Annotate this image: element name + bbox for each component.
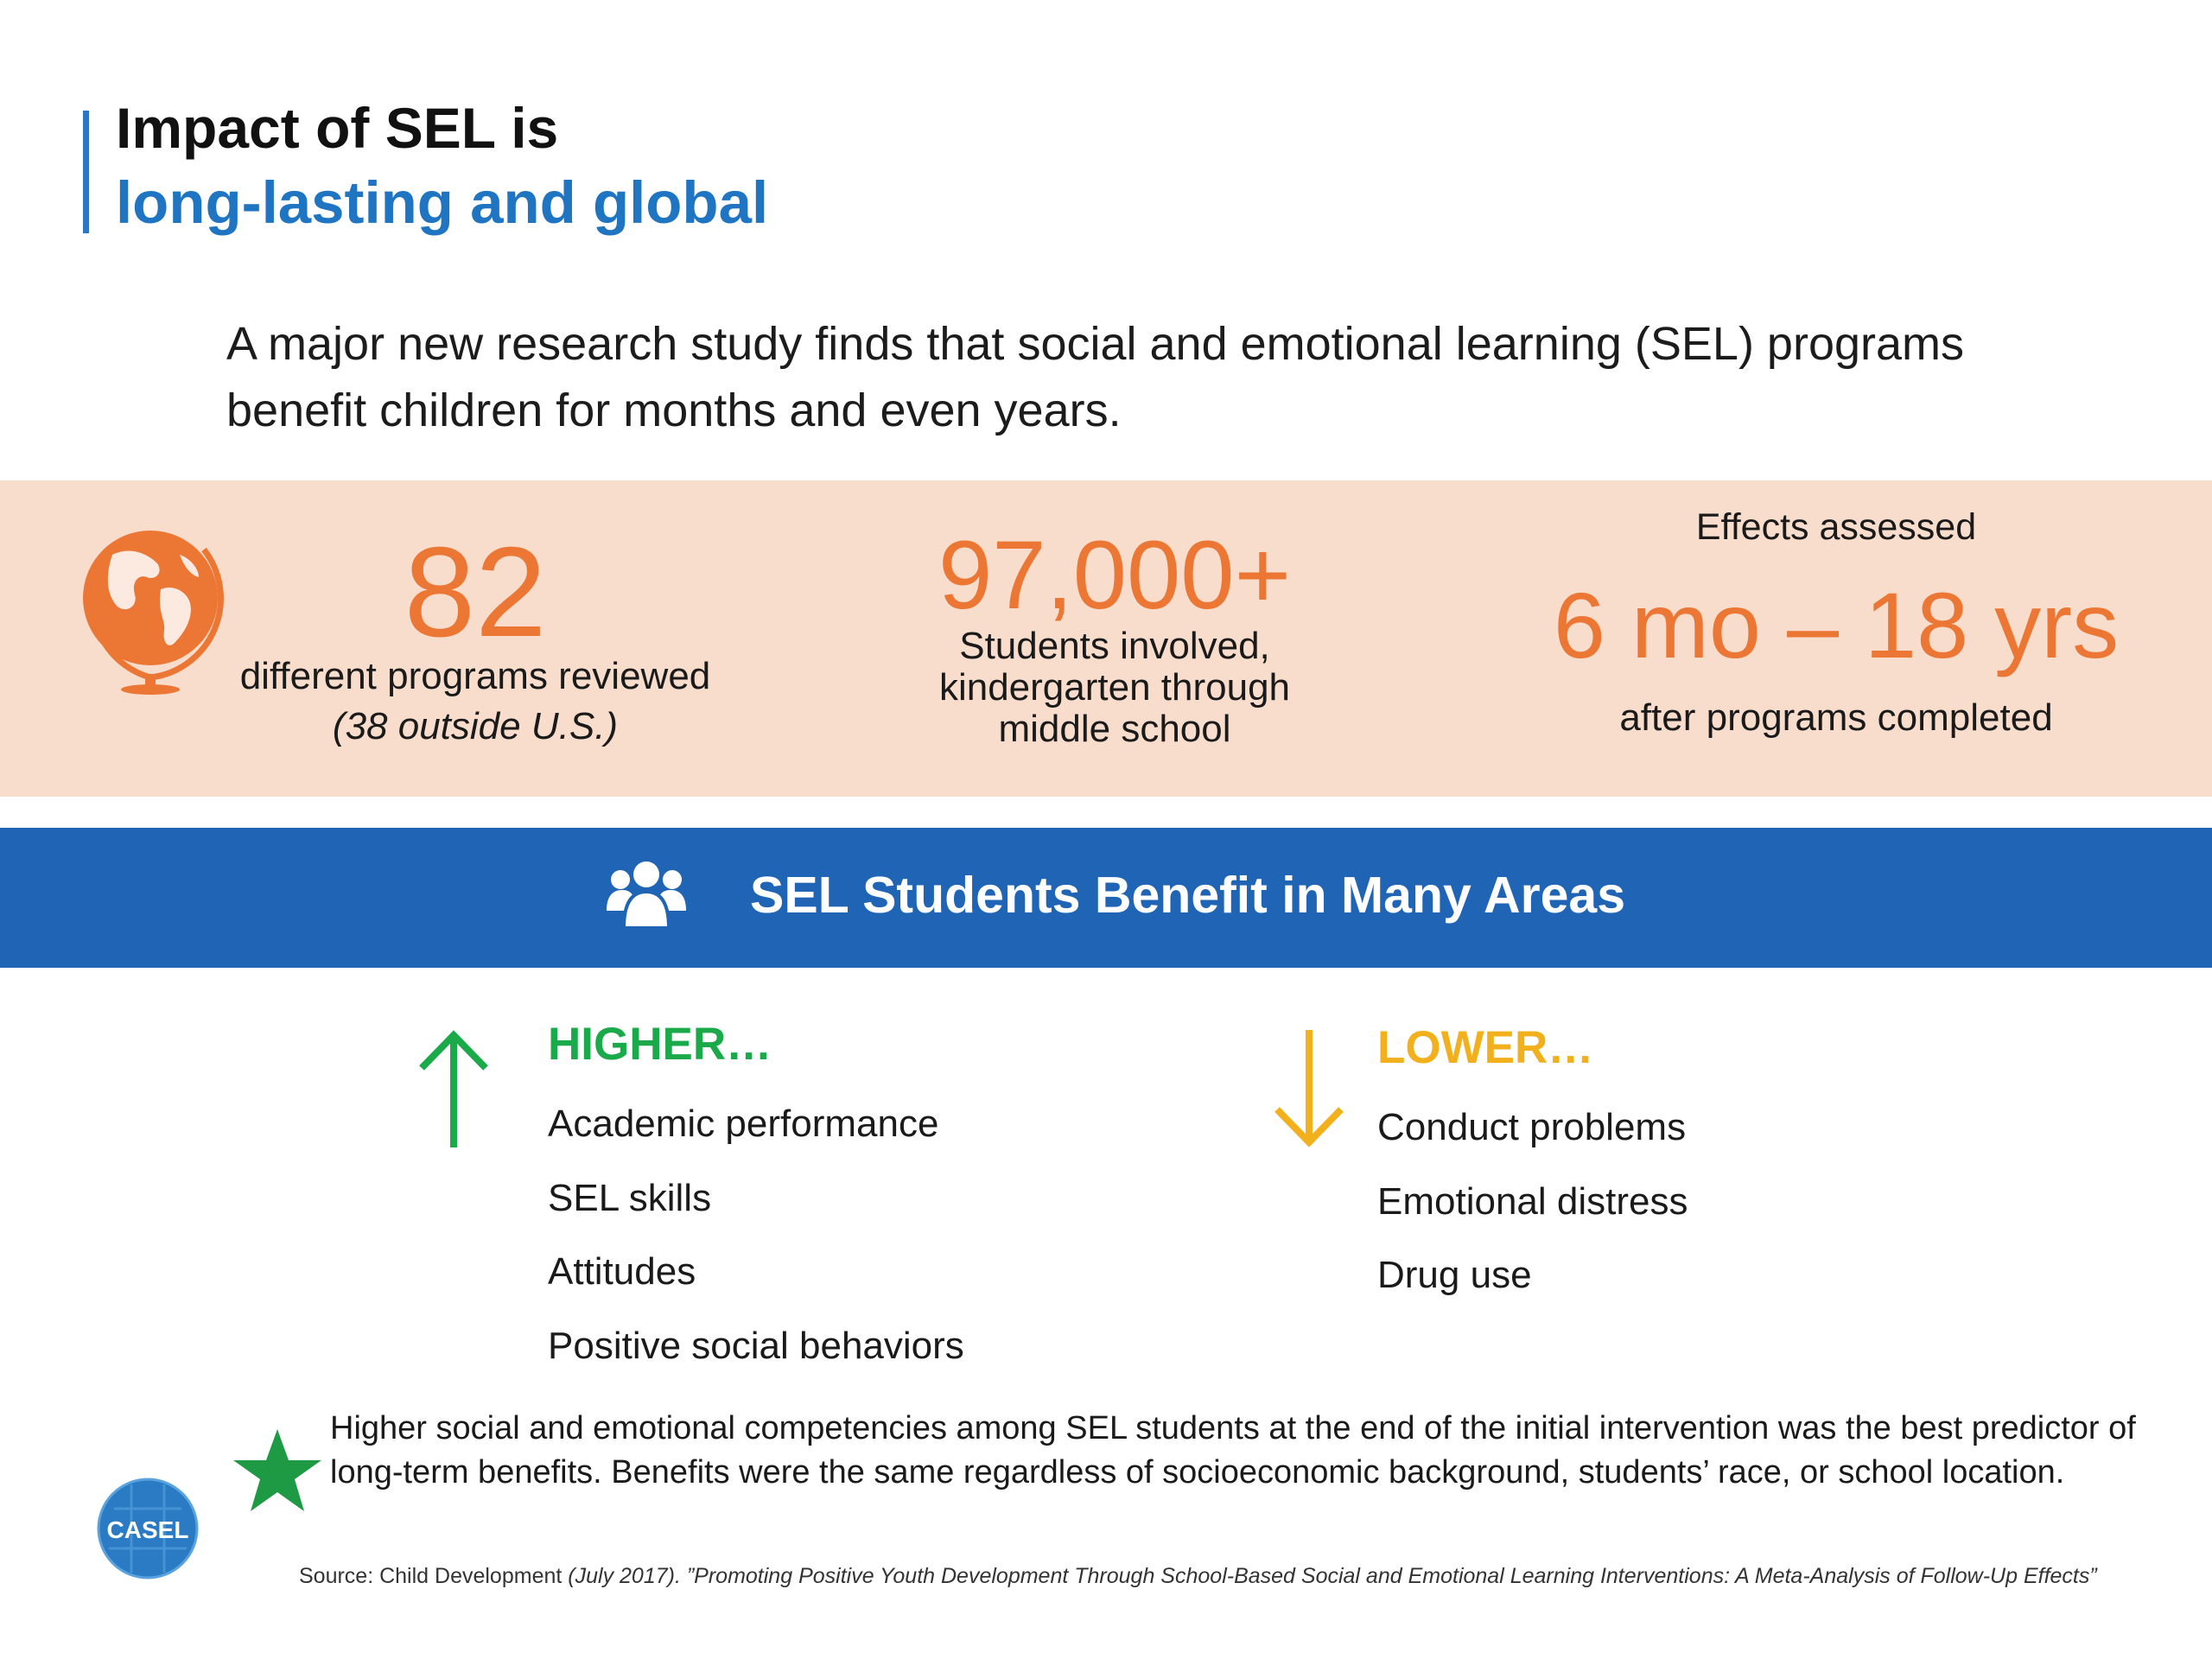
higher-item: Positive social behaviors [548,1324,964,1367]
casel-logo [97,1478,199,1580]
casel-logo-text: CASEL [106,1516,189,1543]
lower-heading: LOWER… [1377,1022,1594,1073]
programs-count: 82 [404,521,547,664]
students-count: 97,000+ [938,521,1291,629]
higher-heading: HIGHER… [548,1019,772,1070]
programs-caption: different programs reviewed [239,655,711,697]
students-caption-line: kindergarten through [938,666,1291,709]
lower-list [1377,1106,1688,1328]
effects-caption: after programs completed [1619,696,2053,739]
programs-note: (38 outside U.S.) [332,705,619,747]
page-title-line2: long-lasting and global [116,169,769,236]
people-group-icon [605,857,688,930]
source-date: (July 2017). [568,1564,681,1588]
lower-item: Emotional distress [1377,1179,1688,1223]
title-accent-bar [83,111,89,233]
higher-item: Academic performance [548,1103,939,1145]
higher-item: Attitudes [548,1250,696,1293]
source-title: ”Promoting Positive Youth Development Through School-Based Social and Emotional Learning Interventions: A Meta-Analysis of Follow-Up Effects” [680,1564,2097,1588]
higher-list [548,1103,964,1398]
source-prefix: Source: Child Development [299,1564,569,1588]
page-title-line1: Impact of SEL is [116,96,559,160]
students-caption-line: middle school [998,708,1231,750]
effects-label: Effects assessed [1695,506,1977,548]
star-icon [232,1427,323,1514]
higher-item: SEL skills [548,1176,712,1219]
lower-item: Drug use [1377,1254,1532,1296]
key-finding-note: Higher social and emotional competencies among SEL students at the end of the initial intervention was the best predictor of long-term benefits. Benefits were the same regardless of socioeconomic background, students’ race, or school location. [330,1410,2136,1491]
lower-item: Conduct problems [1377,1106,1687,1148]
banner-title: SEL Students Benefit in Many Areas [750,867,1626,924]
students-caption-line: Students involved, [959,625,1270,667]
students-caption [899,626,1331,750]
source-citation [299,1564,2200,1589]
intro-paragraph: A major new research study finds that social and emotional learning (SEL) programs benefit children for months and even years. [226,318,1964,436]
up-arrow-icon [415,1027,493,1149]
effects-range: 6 mo – 18 yrs [1553,573,2120,677]
down-arrow-icon [1270,1028,1348,1151]
